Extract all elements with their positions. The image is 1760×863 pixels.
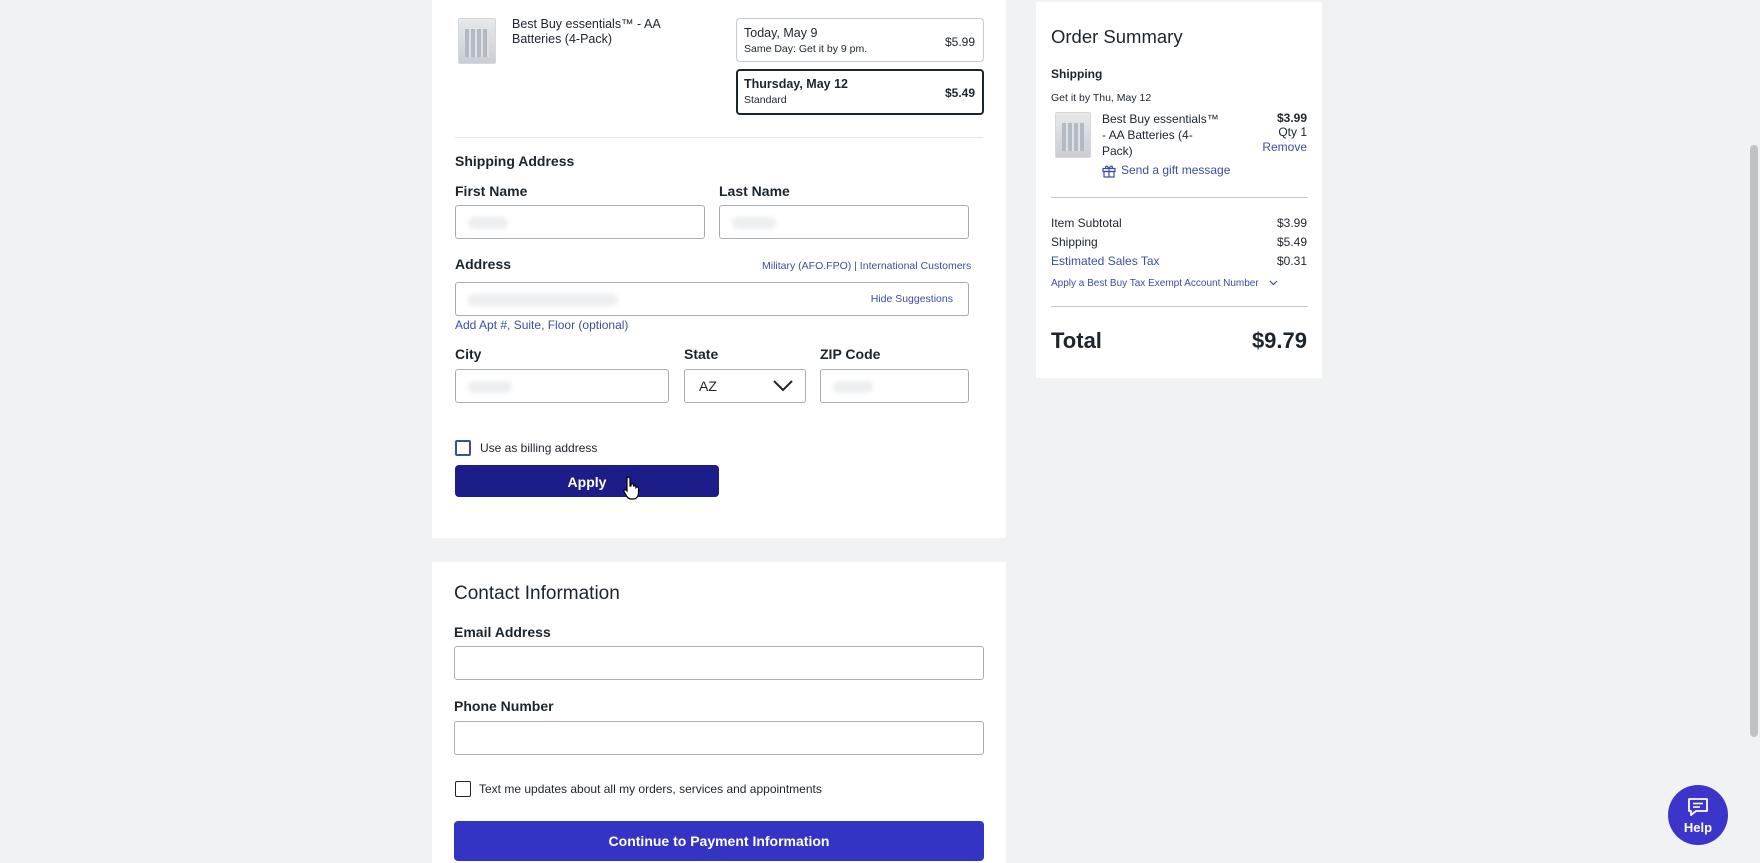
delivery-option-date: Today, May 9 bbox=[744, 26, 818, 40]
summary-divider bbox=[1051, 306, 1308, 307]
chevron-down-icon bbox=[1269, 280, 1278, 286]
summary-product-thumbnail bbox=[1055, 112, 1091, 158]
text-updates-checkbox[interactable] bbox=[455, 781, 471, 797]
summary-product-name: Best Buy essentials™ - AA Batteries (4-Pack) bbox=[1102, 112, 1219, 158]
delivery-option-detail: Same Day: Get it by 9 pm. bbox=[744, 43, 868, 55]
shipping-cost-label: Shipping bbox=[1051, 235, 1098, 249]
last-name-label: Last Name bbox=[719, 183, 790, 199]
address-label: Address bbox=[455, 256, 512, 272]
order-summary-title: Order Summary bbox=[1051, 26, 1183, 47]
billing-address-checkbox[interactable] bbox=[455, 440, 471, 456]
city-input[interactable] bbox=[455, 369, 669, 403]
hand-cursor-icon bbox=[623, 476, 641, 500]
state-select-value: AZ bbox=[699, 378, 717, 394]
delivery-option-detail: Standard bbox=[744, 94, 787, 106]
scrollbar-thumb[interactable] bbox=[1750, 145, 1758, 737]
help-button[interactable] bbox=[1668, 785, 1728, 845]
city-label: City bbox=[455, 346, 482, 362]
zip-code-label: ZIP Code bbox=[820, 346, 881, 362]
state-select[interactable] bbox=[684, 369, 806, 403]
redacted-value bbox=[468, 217, 508, 229]
total-label: Total bbox=[1051, 328, 1102, 353]
phone-input[interactable] bbox=[454, 721, 984, 755]
apply-button[interactable]: Apply bbox=[455, 465, 719, 497]
add-apt-link[interactable]: Add Apt #, Suite, Floor (optional) bbox=[455, 318, 629, 332]
email-input[interactable] bbox=[454, 646, 984, 680]
shipping-cost-value: $5.49 bbox=[1276, 235, 1307, 249]
summary-divider bbox=[1051, 197, 1308, 198]
estimated-sales-tax-link[interactable]: Estimated Sales Tax bbox=[1051, 254, 1160, 268]
contact-information-title: Contact Information bbox=[454, 583, 620, 604]
tax-exempt-label: Apply a Best Buy Tax Exempt Account Number bbox=[1051, 278, 1259, 289]
redacted-value bbox=[468, 294, 618, 306]
delivery-option-price: $5.49 bbox=[944, 86, 975, 100]
phone-label: Phone Number bbox=[454, 698, 554, 714]
product-name: Best Buy essentials™ - AA Batteries (4-Pack) bbox=[512, 17, 660, 46]
last-name-input[interactable] bbox=[719, 205, 969, 239]
zip-code-input[interactable] bbox=[820, 369, 969, 403]
order-summary-card bbox=[1036, 2, 1322, 378]
delivery-option-same-day[interactable] bbox=[736, 18, 984, 62]
delivery-option-standard[interactable] bbox=[736, 69, 984, 115]
help-label: Help bbox=[1683, 820, 1713, 835]
redacted-value bbox=[468, 381, 512, 393]
gift-icon bbox=[1102, 164, 1116, 178]
summary-product-price: $3.99 bbox=[1276, 111, 1307, 125]
delivery-option-price: $5.99 bbox=[944, 35, 975, 49]
redacted-value bbox=[833, 381, 873, 393]
military-international-link[interactable]: Military (AFO.FPO) | International Customers bbox=[762, 260, 972, 272]
item-subtotal-value: $3.99 bbox=[1276, 216, 1307, 230]
send-gift-message-label: Send a gift message bbox=[1121, 163, 1231, 177]
summary-shipping-label: Shipping bbox=[1051, 67, 1103, 81]
chat-bubble-icon bbox=[1687, 797, 1709, 817]
billing-address-checkbox-label: Use as billing address bbox=[480, 441, 598, 455]
divider bbox=[455, 137, 983, 138]
continue-to-payment-button[interactable]: Continue to Payment Information bbox=[454, 821, 984, 861]
hide-suggestions-link[interactable]: Hide Suggestions bbox=[870, 293, 953, 305]
text-updates-checkbox-label: Text me updates about all my orders, services and appointments bbox=[479, 782, 822, 796]
chevron-down-icon bbox=[773, 380, 793, 392]
delivery-option-date: Thursday, May 12 bbox=[744, 77, 848, 91]
summary-product-qty: Qty 1 bbox=[1278, 125, 1307, 139]
email-label: Email Address bbox=[454, 624, 551, 640]
total-value: $9.79 bbox=[1251, 328, 1307, 353]
shipping-address-title: Shipping Address bbox=[455, 153, 575, 169]
tax-exempt-toggle[interactable] bbox=[1051, 278, 1278, 289]
summary-delivery-date: Get it by Thu, May 12 bbox=[1051, 92, 1152, 104]
remove-link[interactable]: Remove bbox=[1262, 140, 1307, 154]
state-label: State bbox=[684, 346, 719, 362]
first-name-input[interactable] bbox=[455, 205, 705, 239]
address-input[interactable] bbox=[455, 282, 969, 316]
item-subtotal-label: Item Subtotal bbox=[1051, 216, 1122, 230]
product-thumbnail bbox=[458, 18, 496, 64]
estimated-sales-tax-value: $0.31 bbox=[1276, 254, 1307, 268]
first-name-label: First Name bbox=[455, 183, 528, 199]
redacted-value bbox=[732, 217, 776, 229]
